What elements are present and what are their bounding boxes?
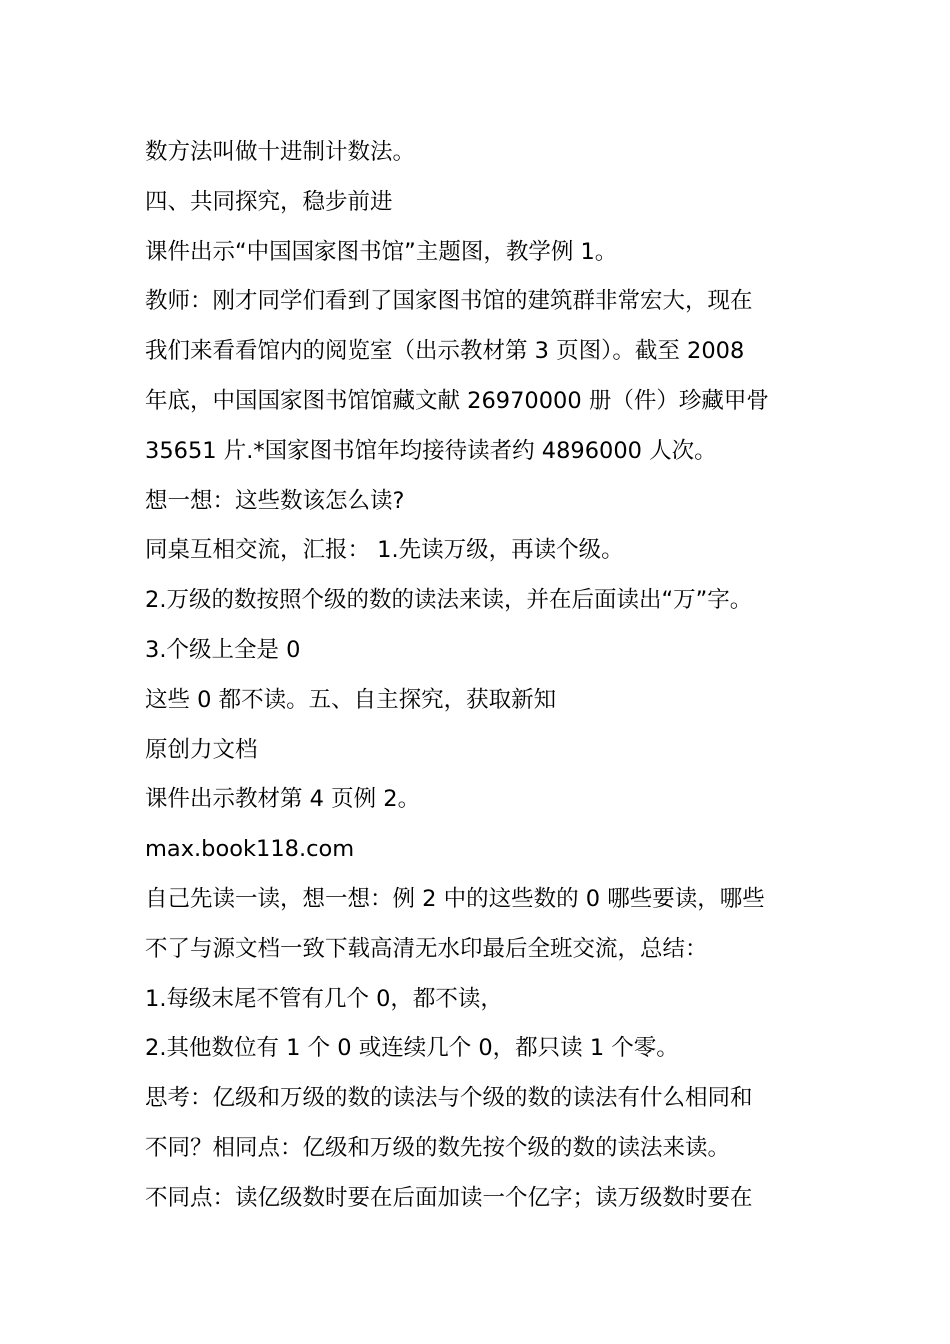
watermark-text: 原创力文档 xyxy=(145,736,258,763)
text-line: 我们来看看馆内的阅览室（出示教材第 3 页图）。截至 2008 xyxy=(145,338,745,365)
text-line: 课件出示“中国国家图书馆”主题图，教学例 1。 xyxy=(145,238,618,265)
text-line: 2.万级的数按照个级的数的读法来读，并在后面读出“万”字。 xyxy=(145,587,753,614)
text-line: 35651 片.*国家图书馆年均接待读者约 4896000 人次。 xyxy=(145,437,717,464)
text-line: 不了与源文档一致下载高清无水印最后全班交流，总结： xyxy=(145,935,708,962)
text-line: 3.个级上全是 0 xyxy=(145,636,301,663)
text-line: 不同？相同点：亿级和万级的数先按个级的数的读法来读。 xyxy=(145,1134,731,1161)
section-heading: 四、共同探究，稳步前进 xyxy=(145,188,393,215)
text-line: 不同点：读亿级数时要在后面加读一个亿字；读万级数时要在 xyxy=(145,1184,753,1211)
document-body xyxy=(145,128,825,1224)
text-line: 数方法叫做十进制计数法。 xyxy=(145,139,416,165)
text-line: 教师：刚才同学们看到了国家图书馆的建筑群非常宏大，现在 xyxy=(145,288,753,315)
text-line: 同桌互相交流，汇报： 1.先读万级，再读个级。 xyxy=(145,537,624,564)
watermark-url: max.book118.com xyxy=(145,836,355,863)
text-line: 自己先读一读，想一想：例 2 中的这些数的 0 哪些要读，哪些 xyxy=(145,885,765,912)
text-line: 课件出示教材第 4 页例 2。 xyxy=(145,786,421,813)
text-line: 1.每级末尾不管有几个 0，都不读， xyxy=(145,985,503,1012)
text-line: 这些 0 都不读。五、自主探究，获取新知 xyxy=(145,686,557,713)
text-line: 2.其他数位有 1 个 0 或连续几个 0，都只读 1 个零。 xyxy=(145,1035,679,1062)
text-line: 年底，中国国家图书馆馆藏文献 26970000 册（件）珍藏甲骨 xyxy=(145,387,769,414)
text-line: 思考：亿级和万级的数的读法与个级的数的读法有什么相同和 xyxy=(145,1085,753,1112)
text-line: 想一想：这些数该怎么读? xyxy=(145,487,405,514)
